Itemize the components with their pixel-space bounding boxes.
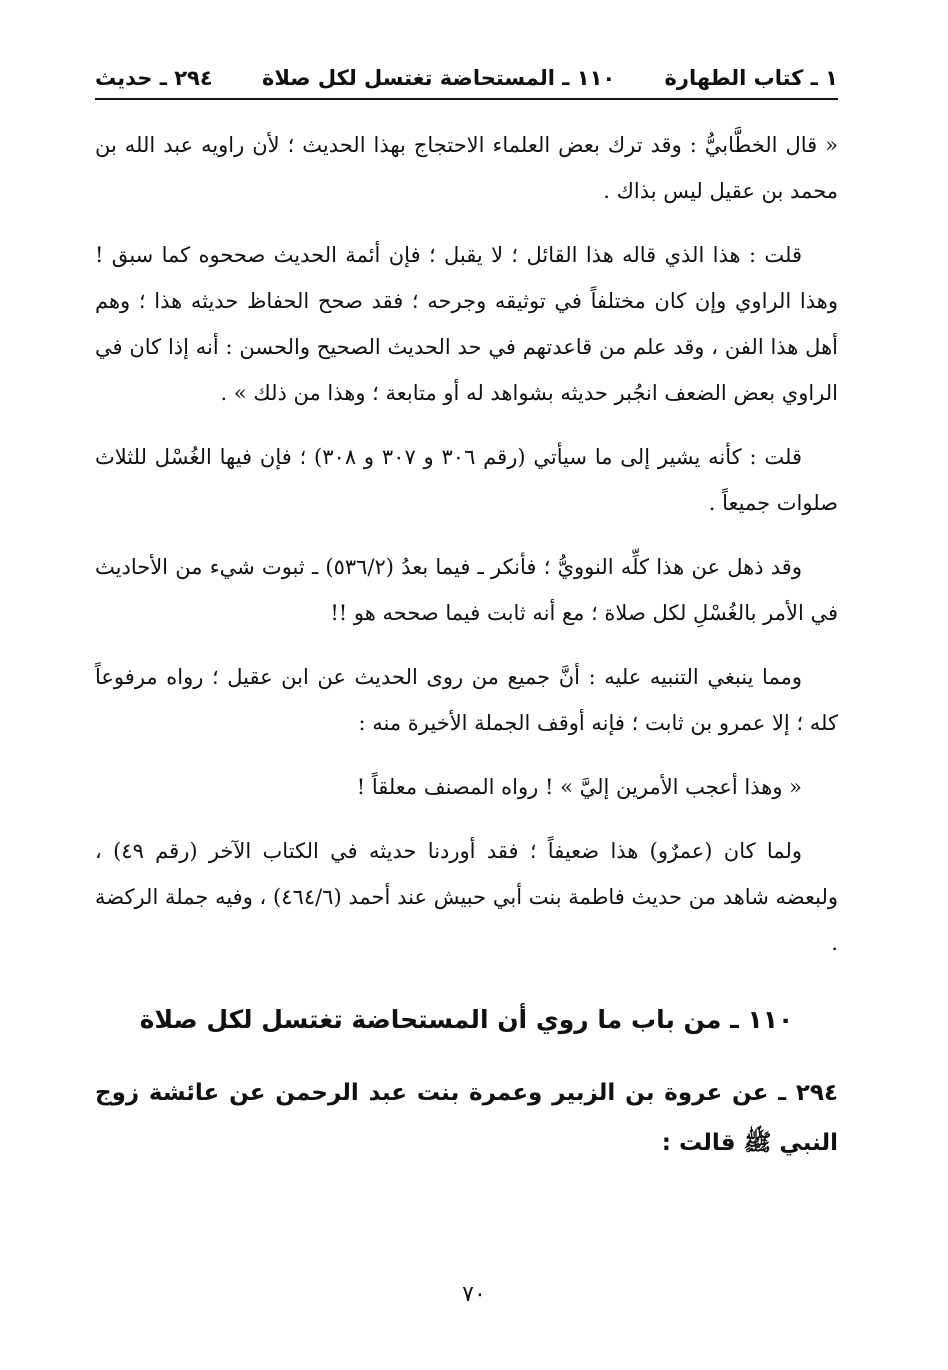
page-body — [95, 122, 838, 1168]
paragraph-note: ومما ينبغي التنبيه عليه : أنَّ جميع من روى الحديث عن ابن عقيل ؛ رواه مرفوعاً كله ؛ إلا عمرو بن ثابت ؛ فإنه أوقف الجملة الأخيرة منه : — [95, 665, 838, 735]
header-chapter-title: ١١٠ ـ المستحاضة تغتسل لكل صلاة — [261, 66, 616, 90]
paragraph-khattabi-quote: « قال الخطَّابيُّ : وقد ترك بعض العلماء الاحتجاج بهذا الحديث ؛ لأن راويه عبد الله بن محمد بن عقيل ليس بذاك . — [95, 133, 838, 203]
paragraph-amr: ولما كان (عمرٌو) هذا ضعيفاً ؛ فقد أوردنا حديثه في الكتاب الآخر (رقم ٤٩) ، ولبعضه شاهد من حديث فاطمة بنت أبي حبيش عند أحمد (٤٦٤/٦) ، وفيه جملة الركضة . — [95, 839, 838, 955]
paragraph-quoted-saying: « وهذا أعجب الأمرين إليَّ » ! رواه المصنف معلقاً ! — [356, 775, 802, 799]
running-header — [95, 58, 838, 98]
hadith-text: ٢٩٤ ـ عن عروة بن الزبير وعمرة بنت عبد الرحمن عن عائشة زوج النبي ﷺ قالت : — [95, 1080, 838, 1156]
paragraph-reply: قلت : هذا الذي قاله هذا القائل ؛ لا يقبل ؛ فإن أئمة الحديث صححوه كما سبق ! وهذا الراوي وإن كان مختلفاً في توثيقه وجرحه ؛ فقد صحح الحفاظ حديثه هذا ؛ وهم أهل هذا الفن ، وقد علم من قاعدتهم في حد الحديث الصحيح والحسن : أنه إذا كان في الراوي بعض الضعف انجُبر حديثه بشواهد له أو متابعة ؛ وهذا من ذلك » . — [95, 243, 838, 405]
header-divider — [95, 98, 838, 100]
header-hadith-number: ٢٩٤ ـ حديث — [95, 66, 213, 90]
chapter-heading: ١١٠ ـ من باب ما روي أن المستحاضة تغتسل لكل صلاة — [139, 1005, 794, 1034]
paragraph-nawawi: وقد ذهل عن هذا كلِّه النوويُّ ؛ فأنكر ـ فيما بعدُ (٥٣٦/٢) ـ ثبوت شيء من الأحاديث في الأمر بالغُسْلِ لكل صلاة ؛ مع أنه ثابت فيما صححه هو !! — [95, 555, 838, 625]
header-book-title: ١ ـ كتاب الطهارة — [664, 66, 838, 90]
paragraph-reference: قلت : كأنه يشير إلى ما سيأتي (رقم ٣٠٦ و ٣٠٧ و ٣٠٨) ؛ فإن فيها الغُسْل للثلاث صلوات جميعاً . — [95, 445, 838, 515]
page-number: ٧٠ — [462, 1282, 486, 1307]
